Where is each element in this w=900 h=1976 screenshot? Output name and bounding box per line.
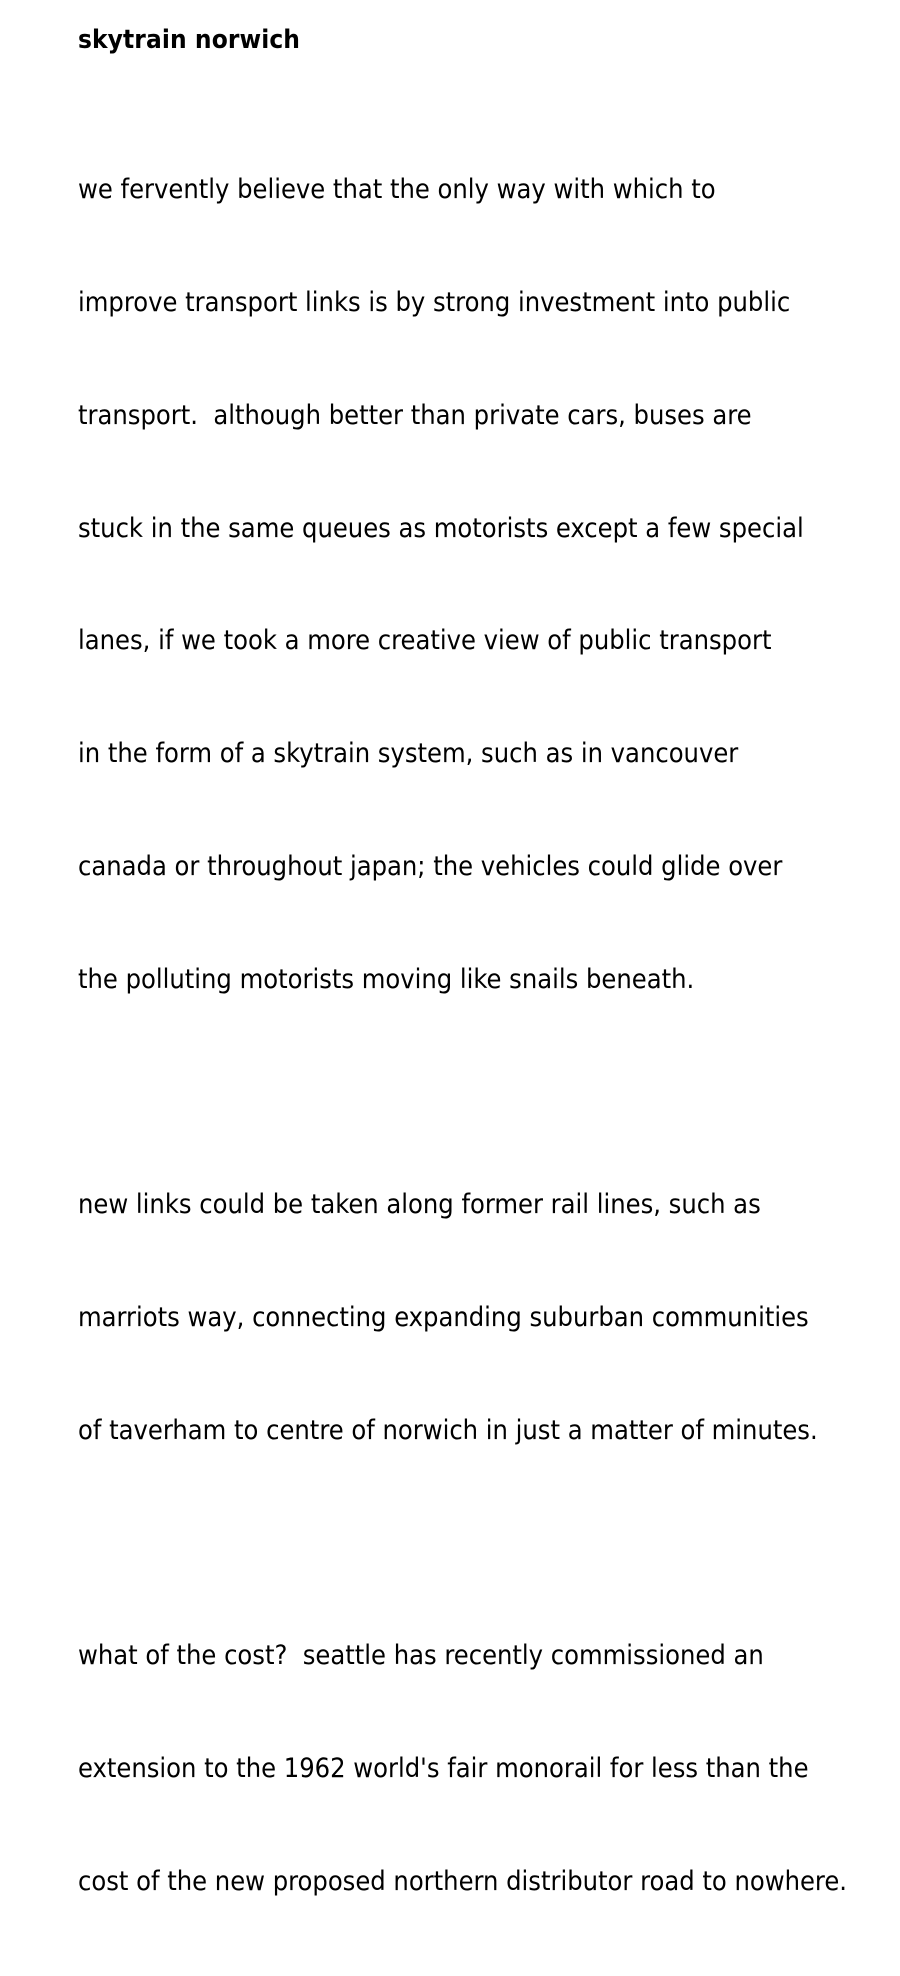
text-line: stuck in the same queues as motorists except a few special [78, 512, 804, 544]
paragraph-1 [78, 96, 888, 1073]
document-body [78, 96, 888, 1976]
text-line: lanes, if we took a more creative view of public transport [78, 625, 772, 657]
text-line: the polluting motorists moving like snails beneath. [78, 963, 695, 995]
text-line: new links could be taken along former rail lines, such as [78, 1189, 761, 1221]
text-line: of taverham to centre of norwich in just a matter of minutes. [78, 1414, 818, 1446]
text-line: transport. although better than private cars, buses are [78, 399, 752, 431]
text-line: we fervently believe that the only way with which to [78, 174, 716, 206]
text-line: marriots way, connecting expanding suburban communities [78, 1302, 809, 1333]
text-line: cost of the new proposed northern distributor road to nowhere. [78, 1865, 847, 1897]
text-line: improve transport links is by strong investment into public [78, 286, 791, 318]
page-title: skytrain norwich [78, 25, 301, 55]
paragraph-3 [78, 1562, 888, 1976]
text-line: canada or throughout japan; the vehicles could glide over [78, 850, 783, 882]
text-line: extension to the 1962 world's fair monorail for less than the [78, 1753, 809, 1785]
text-line: what of the cost? seattle has recently commissioned an [78, 1640, 764, 1672]
text-line: in the form of a skytrain system, such as in vancouver [78, 738, 739, 770]
paragraph-2 [78, 1111, 888, 1525]
